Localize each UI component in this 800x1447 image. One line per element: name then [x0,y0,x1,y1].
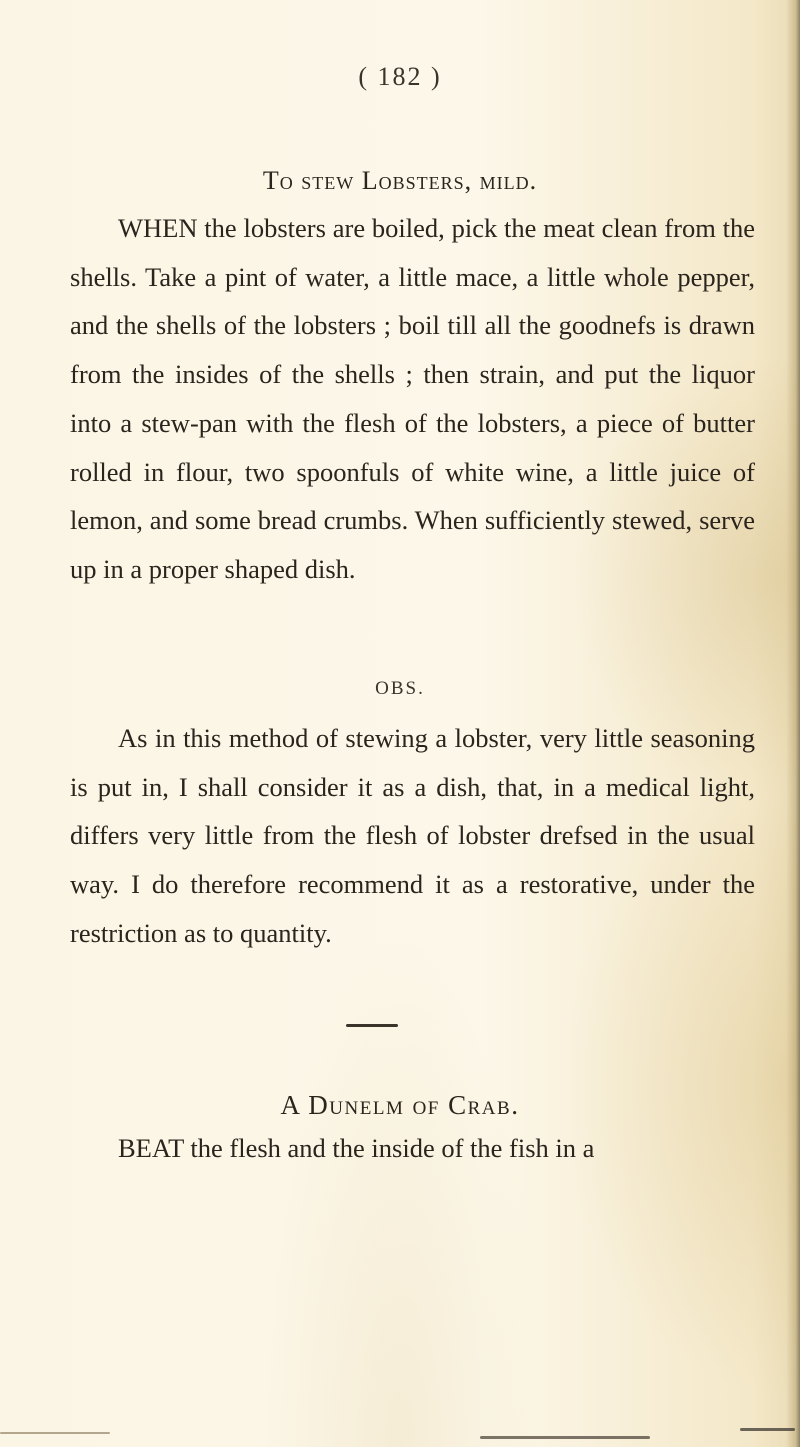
page-edge-shadow [786,0,800,1447]
next-recipe-paragraph: BEAT the flesh and the inside of the fish in a [118,1133,595,1163]
observation-heading: OBS. [375,678,425,699]
page-stain [480,1436,650,1439]
page-number: ( 182 ) [358,62,442,91]
recipe-paragraph: WHEN the lobsters are boiled, pick the meat clean from the shells. Take a pint of water, a little mace, a little whole pepper, and the shells of the lobsters ; boil till all the goodnefs is drawn from the insides of the shells ; then strain, and put the liquor into a stew-pan with the flesh of the lobsters, a piece of butter rolled in flour, two spoonfuls of white wine, a little juice of lemon, and some bread crumbs. When sufficiently stewed, serve up in a proper shaped dish. [70,213,755,584]
recipe-title: To stew Lobsters, mild. [262,166,538,195]
next-recipe-title: A Dunelm of Crab. [280,1090,520,1120]
page-stain [0,1432,110,1434]
section-divider [346,1024,398,1027]
observation-paragraph: As in this method of stewing a lobster, very little seasoning is put in, I shall consider it as a dish, that, in a medical light, differs very little from the flesh of lobster drefsed in the usual way. I do therefore recommend it as a restorative, under the restriction as to quantity. [70,723,755,948]
page-stain [740,1428,795,1431]
